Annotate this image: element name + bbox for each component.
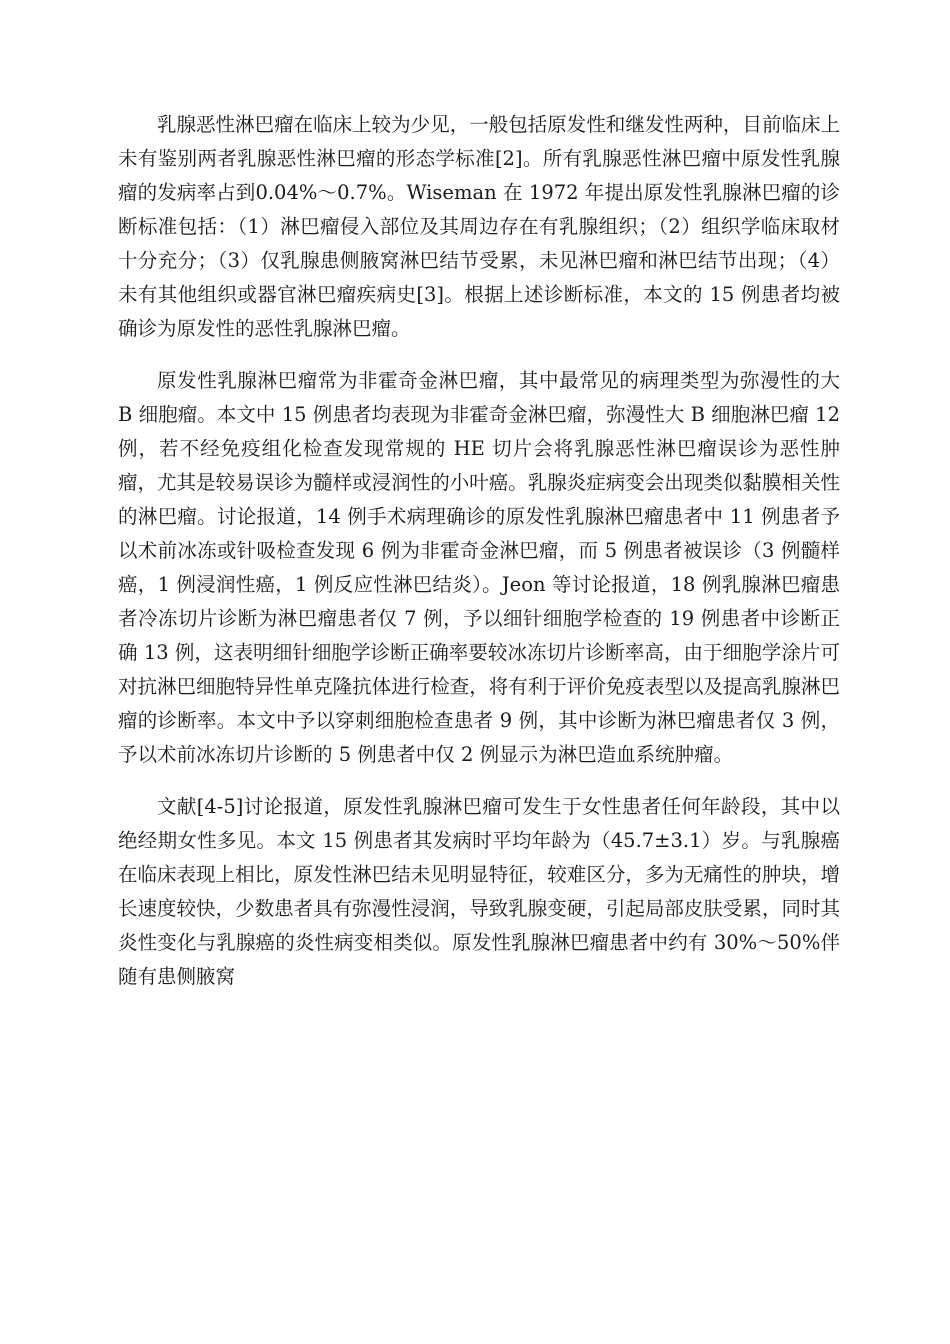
paragraph-3: 文献[4-5]讨论报道，原发性乳腺淋巴瘤可发生于女性患者任何年龄段，其中以绝经期女性多见。本文 15 例患者其发病时平均年龄为（45.7±3.1）岁。与乳腺癌在临床表现上相比，原发性淋巴结未见明显特征，较难区分，多为无痛性的肿块，增长速度较快，少数患者具有弥漫性浸润，导致乳腺变硬，引起局部皮肤受累，同时其炎性变化与乳腺癌的炎性病变相类似。原发性乳腺淋巴瘤患者中约有 30%～50%伴随有患侧腋窝	[118, 795, 840, 988]
document-page	[118, 108, 840, 994]
paragraph-2: 原发性乳腺淋巴瘤常为非霍奇金淋巴瘤，其中最常见的病理类型为弥漫性的大 B 细胞瘤。本文中 15 例患者均表现为非霍奇金淋巴瘤，弥漫性大 B 细胞淋巴瘤 12 例，若不经免疫组化检查发现常规的 HE 切片会将乳腺恶性淋巴瘤误诊为恶性肿瘤，尤其是较易误诊为髓样或浸润性的小叶癌。乳腺炎症病变会出现类似黏膜相关性的淋巴瘤。讨论报道，14 例手术病理确诊的原发性乳腺淋巴瘤患者中 11 例患者予以术前冰冻或针吸检查发现 6 例为非霍奇金淋巴瘤，而 5 例患者被误诊（3 例髓样癌，1 例浸润性癌，1 例反应性淋巴结炎）。Jeon 等讨论报道，18 例乳腺淋巴瘤患者冷冻切片诊断为淋巴瘤患者仅 7 例，予以细针细胞学检查的 19 例患者中诊断正确 13 例，这表明细针细胞学诊断正确率要较冰冻切片诊断率高，由于细胞学涂片可对抗淋巴细胞特异性单克隆抗体进行检查，将有利于评价免疫表型以及提高乳腺淋巴瘤的诊断率。本文中予以穿刺细胞检查患者 9 例，其中诊断为淋巴瘤患者仅 3 例，予以术前冰冻切片诊断的 5 例患者中仅 2 例显示为淋巴造血系统肿瘤。	[118, 369, 840, 766]
paragraph-1: 乳腺恶性淋巴瘤在临床上较为少见，一般包括原发性和继发性两种，目前临床上未有鉴别两者乳腺恶性淋巴瘤的形态学标准[2]。所有乳腺恶性淋巴瘤中原发性乳腺瘤的发病率占到0.04%～0.7%。Wiseman 在 1972 年提出原发性乳腺淋巴瘤的诊断标准包括：（1）淋巴瘤侵入部位及其周边存在有乳腺组织；（2）组织学临床取材十分充分；（3）仅乳腺患侧腋窝淋巴结节受累，未见淋巴瘤和淋巴结节出现；（4）未有其他组织或器官淋巴瘤疾病史[3]。根据上述诊断标准，本文的 15 例患者均被确诊为原发性的恶性乳腺淋巴瘤。	[118, 113, 840, 340]
